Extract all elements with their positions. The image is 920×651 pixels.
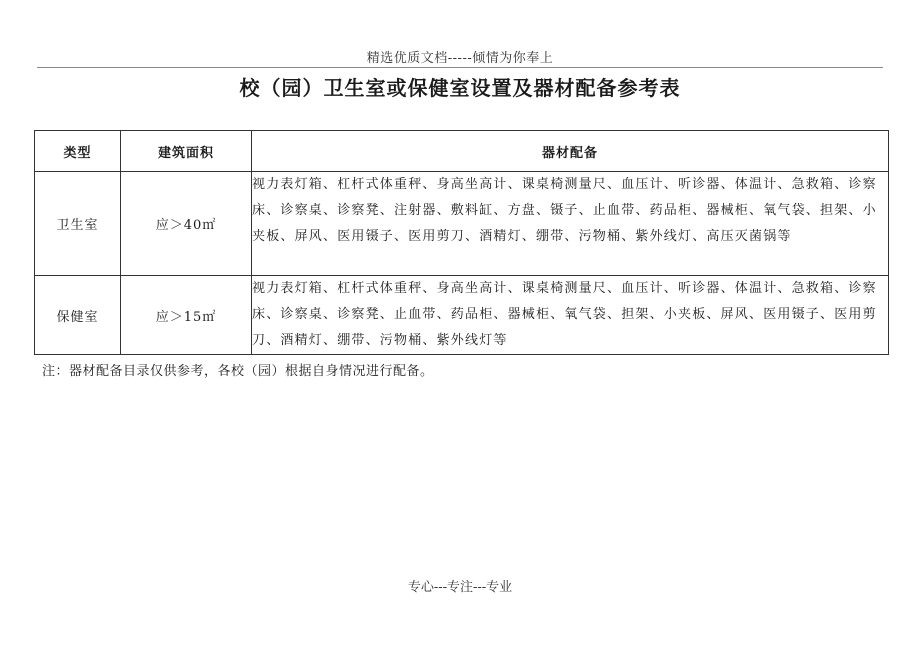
column-header-type: 类型 — [35, 131, 121, 172]
column-header-equipment: 器材配备 — [252, 131, 889, 172]
table-note: 注：器材配备目录仅供参考，各校（园）根据自身情况进行配备。 — [42, 364, 434, 379]
room-type-cell: 保健室 — [35, 276, 121, 355]
page-header-text: 精选优质文档-----倾情为你奉上 — [366, 51, 554, 66]
column-header-area: 建筑面积 — [121, 131, 252, 172]
area-requirement-cell: 应＞40㎡ — [121, 172, 252, 276]
equipment-list-cell: 视力表灯箱、杠杆式体重秤、身高坐高计、课桌椅测量尺、血压计、听诊器、体温计、急救箱、诊察床、诊察桌、诊察凳、止血带、药品柜、器械柜、氧气袋、担架、小夹板、屏风、医用镊子、医用剪刀、酒精灯、绷带、污物桶、紫外线灯等 — [252, 276, 889, 355]
area-requirement-cell: 应＞15㎡ — [121, 276, 252, 355]
header-divider — [37, 67, 883, 68]
table-row — [35, 172, 889, 276]
document-title: 校（园）卫生室或保健室设置及器材配备参考表 — [239, 76, 681, 100]
table-header-row — [35, 131, 889, 172]
page-footer-text: 专心---专注---专业 — [407, 580, 513, 595]
room-type-cell: 卫生室 — [35, 172, 121, 276]
equipment-list-cell: 视力表灯箱、杠杆式体重秤、身高坐高计、课桌椅测量尺、血压计、听诊器、体温计、急救箱、诊察床、诊察桌、诊察凳、注射器、敷料缸、方盘、镊子、止血带、药品柜、器械柜、氧气袋、担架、小夹板、屏风、医用镊子、医用剪刀、酒精灯、绷带、污物桶、紫外线灯、高压灭菌锅等 — [252, 172, 889, 276]
table-row — [35, 276, 889, 355]
equipment-table — [34, 130, 889, 355]
